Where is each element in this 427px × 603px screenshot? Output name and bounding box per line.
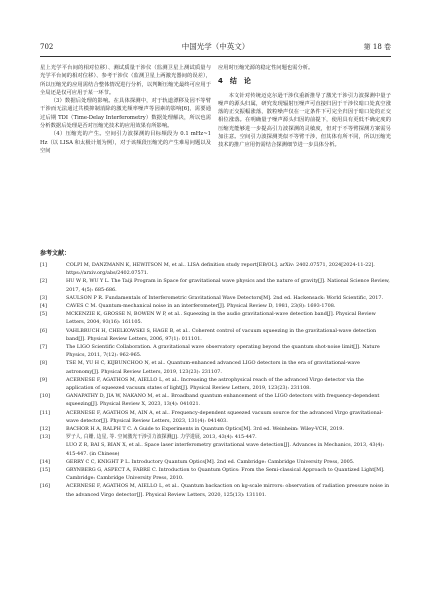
reference-item — [40, 409, 391, 425]
reference-number: [8] — [40, 360, 47, 367]
paragraph: 本文针对传统迈克尔逊干涉仪重新推导了激光干涉引力波探测中量子噪声的源头归属，研究发现辐射压噪声可直接归因于干涉仪暗口处真空涨落的正交振幅涨落，散粒噪声仅在一定条件下可完全归因于暗口处的正交相位涨落。在明确量子噪声源头归因的前提下，使用具有更低不确定度的压缩光能够进一步提高引力波探测的灵敏度，但对于不等臂探测方案需另加注意。空间引力波探测类似不等臂干涉，但其体有所不同，所以压缩光技术的推广应用仍需结合探测细节进一步具体分析。 — [218, 92, 391, 149]
reference-text: MCKENZIE K, GROSSE N, BOWEN W P, et al.. Squeezing in the audio gravitational-wave detection band[J]. Physical Review Letters, 2004, 93(16): 161105. — [66, 311, 376, 326]
paragraph: 星上光学平台间的相对位移）、测试质量干涉仪（监测卫星上测试质量与光学平台间的相对位移）、参考干涉仪（监测卫星上两激光器间的误差），所以压缩光的应用需结合整体情况进行分析，以判断压缩光最终可应用于全局还是仅可应用于某一环节。 — [40, 65, 211, 96]
reference-number: [5] — [40, 311, 47, 318]
reference-number: [1] — [40, 262, 47, 268]
reference-text: SAULSON P R. Fundamentals of Interferometric Gravitational Wave Detectors[M]. 2nd ed. Hackensack: World Scientific, 2017. — [66, 294, 384, 301]
reference-item — [40, 302, 391, 310]
volume-issue: 第 18 卷 — [363, 43, 391, 51]
reference-item — [40, 359, 391, 375]
reference-number: [15] — [40, 467, 51, 474]
reference-item — [40, 310, 391, 326]
reference-number: [11] — [40, 409, 51, 416]
reference-translation: LUO Z R, BAI S, BIAN X, et al.. Space laser interferometry gravitational wave detection[J]. Advances in Mechanics, 2013, 43(4): 415-447. (in Chinese) — [66, 442, 385, 457]
reference-number: [6] — [40, 327, 47, 334]
right-column — [218, 64, 391, 150]
reference-item — [40, 392, 391, 408]
paragraph: 应用时压缩光源的稳定性问题也需分析。 — [218, 65, 314, 71]
reference-number: [4] — [40, 303, 47, 310]
reference-text: HU W R, WU Y L. The Taiji Program in Space for gravitational wave physics and the nature of gravity[J]. National Science Review, 2017, 4(5): 685-686. — [66, 278, 390, 293]
journal-title: 中国光学（中英文） — [181, 42, 250, 51]
reference-text: CAVES C M. Quantum-mechanical noise in an interferometer[J]. Physical Review D, 1981, 23(8): 1693-1708. — [66, 303, 336, 310]
reference-item — [40, 433, 391, 458]
reference-item — [40, 466, 391, 482]
reference-number: [2] — [40, 278, 47, 285]
reference-item — [40, 482, 391, 498]
reference-text: COLPI M, DANZMANN K, HEWITSON M, et al.. LISA definition study report[EB/OL]. arXiv: 2402.07571, 2024[2024-11-22]. https://arxiv.org/abs/2402.07571. — [66, 262, 375, 277]
reference-text: GANAPATHY D, JIA W, NAKANO M, et al.. Broadband quantum enhancement of the LIGO detectors with frequency-dependent squeezing[J]. Physical Review X, 2023, 13(4): 041021. — [66, 393, 380, 408]
reference-item — [40, 376, 391, 392]
reference-text: ACERNESE F, AGATHOS M, AIN A, et al.. Frequency-dependent squeezed vacuum source for the advanced Virgo gravitational-wave detector[J]. Physical Review Letters, 2023, 131(4): 041403. — [66, 409, 383, 424]
reference-text: 罗子人, 白姗, 边星, 等. 空间激光干涉引力波探测[J]. 力学进展, 2013, 43(4): 415-447. — [66, 434, 257, 441]
paragraph: （3）数据后处理的影响。在具体探测中，对于轨道漂移及因不等臂干涉而无法通过共模抑制消除的激光频率噪声等因素的影响[6]，需要通过后期 TDI（Time-Delay Interferometry）数据处理解决，所以也需分析数据后处理是否对压缩光技术的应用效果有所影响。 — [40, 98, 211, 130]
reference-text: The LIGO Scientific Collaboration. A gravitational wave observatory operating beyond the quantum shot-noise limit[J]. Nature Physics, 2011, 7(12): 962-965. — [66, 344, 380, 359]
left-column — [40, 64, 211, 155]
reference-number: [3] — [40, 294, 47, 301]
reference-text: ACERNESE F, AGATHOS M, AIELLO L, et al.. Increasing the astrophysical reach of the advanced Virgo detector via the application of squeezed vacuum states of light[J]. Physical Review Letters, 2019, 123(23): 231108. — [66, 376, 364, 392]
reference-text: VAHLBRUCH H, CHELKOWSKI S, HAGE B, et al.. Coherent control of vacuum squeezing in the gravitational-wave detection band[J]. Physical Review Letters, 2006, 97(1): 011101. — [66, 327, 377, 342]
running-header — [40, 40, 391, 54]
reference-item — [40, 458, 391, 466]
reference-item — [40, 277, 391, 293]
reference-number: [9] — [40, 376, 47, 383]
reference-item — [40, 343, 391, 359]
reference-item — [40, 327, 391, 343]
reference-number: [7] — [40, 344, 47, 351]
reference-text: BACHOR H A, RALPH T C. A Guide to Experiments in Quantum Optics[M]. 3rd ed. Weinheim: Wiley-VCH, 2019. — [66, 426, 344, 433]
reference-item — [40, 261, 391, 277]
paragraph: （4）压缩光的产生。空间引力波探测的目标频段为 0.1 mHz~1 Hz（以 LISA 和太极计划为例），对于该频段压缩光的产生难易问题以及空间 — [40, 131, 211, 154]
reference-list — [40, 261, 391, 499]
reference-item — [40, 294, 391, 302]
reference-text: GERRY C C, KNIGHT P L. Introductory Quantum Optics[M]. 2nd ed. Cambridge: Cambridge University Press, 2005. — [66, 458, 355, 465]
references-title: 参考文献： — [40, 250, 71, 257]
reference-item — [40, 425, 391, 433]
header-rule — [40, 56, 391, 57]
reference-number: [14] — [40, 458, 51, 465]
reference-text: TSE M, YU H C, KIJBUNCHOO N, et al.. Quantum-enhanced advanced LIGO detectors in the era of gravitational-wave astronomy[J]. Physical Review Letters, 2019, 123(23): 231107. — [66, 360, 360, 375]
reference-text: GRYNBERG G, ASPECT A, FABRE C. Introduction to Quantum Optics: From the Semi-classical Approach to Quantized Light[M]. Cambridge: Cambridge University Press, 2010. — [66, 467, 385, 482]
page-number: 702 — [40, 43, 54, 51]
reference-number: [13] — [40, 434, 51, 441]
reference-number: [10] — [40, 393, 51, 400]
section-heading: 4 结 论 — [218, 77, 251, 86]
reference-text: ACERNESE F, AGATHOS M, AIELLO L, et al.. Quantum backaction on kg-scale mirrors: observation of radiation pressure noise in the advanced Virgo detector[J]. Physical Review Letters, 2020, 125(13): 131101. — [66, 483, 390, 498]
reference-number: [12] — [40, 426, 51, 433]
reference-number: [16] — [40, 483, 51, 490]
